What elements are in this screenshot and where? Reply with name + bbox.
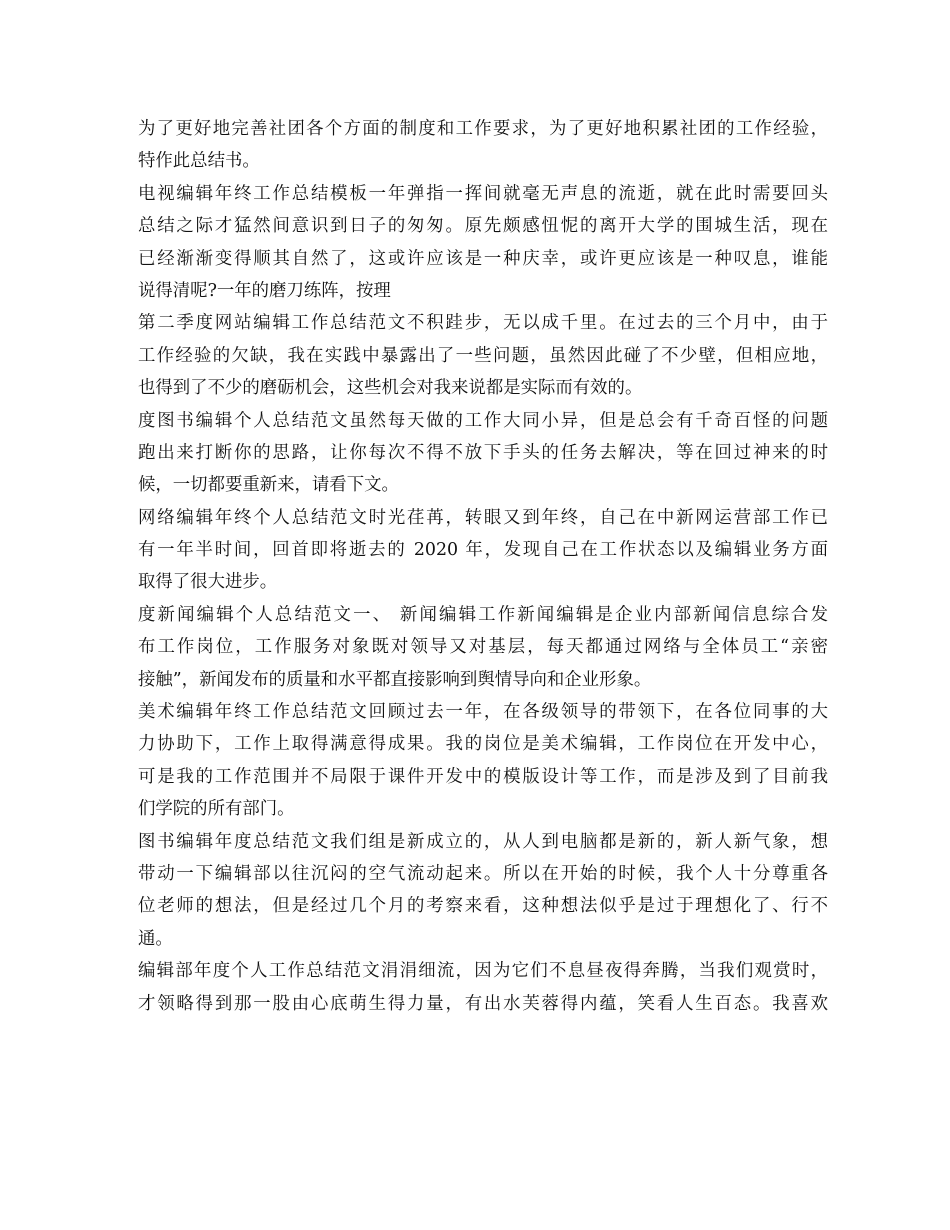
- text-line: 第二季度网站编辑工作总结范文不积跬步，无以成千里。在过去的三个月中，由于: [138, 313, 828, 334]
- text-line: 图书编辑年度总结范文我们组是新成立的，从人到电脑都是新的，新人新气象，想: [138, 831, 828, 852]
- text-line: 接触”，新闻发布的质量和水平都直接影响到舆情导向和企业形象。: [138, 669, 652, 690]
- paragraph: [138, 502, 828, 599]
- text-line: 才领略得到那一股由心底萌生得力量，有出水芙蓉得内蕴，笑看人生百态。我喜欢: [138, 993, 828, 1014]
- text-line: 工作经验的欠缺，我在实践中暴露出了一些问题，虽然因此碰了不少壁，但相应地，: [138, 345, 828, 366]
- text-line: 带动一下编辑部以往沉闷的空气流动起来。所以在开始的时候，我个人十分尊重各: [138, 863, 828, 884]
- text-line: 编辑部年度个人工作总结范文涓涓细流，因为它们不息昼夜得奔腾，当我们观赏时，: [138, 961, 828, 982]
- paragraph: [138, 405, 828, 502]
- text-line: 说得清呢?一年的磨刀练阵，按理: [138, 280, 391, 301]
- text-line: 度图书编辑个人总结范文虽然每天做的工作大同小异，但是总会有千奇百怪的问题: [138, 410, 828, 431]
- text-line: 布工作岗位，工作服务对象既对领导又对基层，每天都通过网络与全体员工“亲密: [138, 637, 828, 658]
- text-line: 候，一切都要重新来，请看下文。: [138, 475, 399, 496]
- text-line: 网络编辑年终个人总结范文时光荏苒，转眼又到年终，自己在中新网运营部工作已: [138, 507, 828, 528]
- text-line: 取得了很大进步。: [138, 572, 278, 593]
- text-line: 有一年半时间，回首即将逝去的 2020 年，发现自己在工作状态以及编辑业务方面: [138, 540, 828, 561]
- text-line: 美术编辑年终工作总结范文回顾过去一年，在各级领导的带领下，在各位同事的大: [138, 702, 828, 723]
- text-line: 也得到了不少的磨砺机会，这些机会对我来说都是实际而有效的。: [138, 378, 643, 399]
- text-line: 已经渐渐变得顺其自然了，这或许应该是一种庆幸，或许更应该是一种叹息，谁能: [138, 248, 828, 269]
- paragraph: [138, 113, 828, 178]
- text-line: 跑出来打断你的思路，让你每次不得不放下手头的任务去解决，等在回过神来的时: [138, 442, 828, 463]
- text-line: 位老师的想法，但是经过几个月的考察来看，这种想法似乎是过于理想化了、行不: [138, 896, 828, 917]
- text-line: 可是我的工作范围并不局限于课件开发中的模版设计等工作，而是涉及到了目前我: [138, 766, 828, 787]
- paragraph: [138, 599, 828, 696]
- text-line: 为了更好地完善社团各个方面的制度和工作要求，为了更好地积累社团的工作经验，: [138, 119, 828, 139]
- text-line: 力协助下，工作上取得满意得成果。我的岗位是美术编辑，工作岗位在开发中心，: [138, 734, 828, 755]
- paragraph: [138, 826, 828, 956]
- paragraph: [138, 178, 828, 308]
- paragraph: [138, 307, 828, 404]
- text-line: 特作此总结书。: [138, 151, 260, 172]
- text-line: 电视编辑年终工作总结模板一年弹指一挥间就毫无声息的流逝，就在此时需要回头: [138, 183, 828, 204]
- text-line: 通。: [138, 928, 173, 949]
- text-line: 度新闻编辑个人总结范文一、 新闻编辑工作新闻编辑是企业内部新闻信息综合发: [138, 604, 828, 625]
- paragraph: [138, 955, 828, 1020]
- text-line: 们学院的所有部门。: [138, 799, 295, 820]
- text-line: 总结之际才猛然间意识到日子的匆匆。原先颇感忸怩的离开大学的围城生活，现在: [138, 216, 828, 237]
- document-page: [138, 113, 828, 1020]
- paragraph: [138, 696, 828, 826]
